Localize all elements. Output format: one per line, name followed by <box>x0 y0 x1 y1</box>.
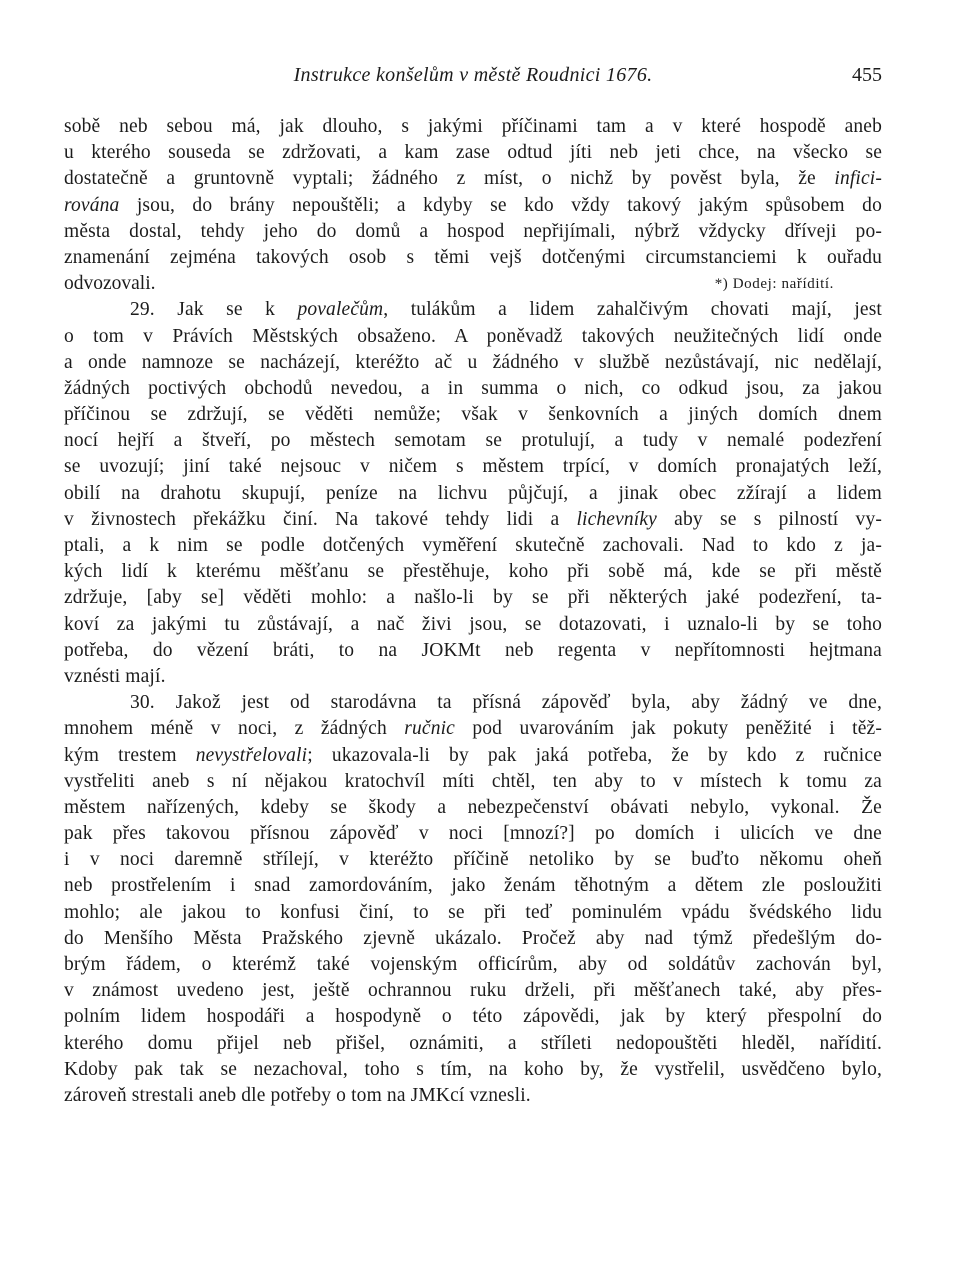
text-run: se uvozují; jiní také nejsouc v ničem s městem trpící, v domích pronajatých leží, <box>64 456 882 478</box>
footnote: *) Dodej: nařídití. <box>714 276 834 293</box>
text-run: 30. Jakož jest od starodávna ta přísná zápověď byla, aby žádný ve dne, <box>130 692 882 714</box>
italic-term: ručnic <box>404 718 455 740</box>
text-line <box>64 926 882 952</box>
text-line <box>64 716 882 742</box>
text-line <box>64 978 882 1004</box>
text-run: příčinou se zdržují, se věděti nemůže; však v šenkovních a jiných domích dnem <box>64 404 882 426</box>
text-line <box>64 297 882 323</box>
text-run: sobě neb sebou má, jak dlouho, s jakými příčinami tam a v které hospodě aneb <box>64 116 882 137</box>
text-line <box>64 585 882 611</box>
text-line <box>64 219 882 245</box>
text-line <box>64 873 882 899</box>
running-title: Instrukce konšelům v městě Roudnici 1676. <box>293 64 653 86</box>
body-text <box>64 114 882 1109</box>
text-run: o tom v Právích Městských obsaženo. A poněvadž takových neužitečných lidí onde <box>64 325 882 347</box>
text-line <box>64 1031 882 1057</box>
text-line <box>64 1083 882 1109</box>
text-run: ; ukazovala-li by pak jaká potřeba, že by kdo z ručnice <box>307 744 882 766</box>
text-line <box>64 507 882 533</box>
text-run: v známost uvedeno jest, ještě ochrannou ruku drželi, při měšťanech také, aby přes- <box>64 980 882 1002</box>
text-run: kých lidí k kterému měšťanu se přestěhuje, koho při sobě má, kde se při městě <box>64 561 882 583</box>
text-run: potřeba, do vězení bráti, to na JOKMt neb regenta v nepřítomnosti hejtmana <box>64 639 882 661</box>
text-run: a onde namnoze se nacházejí, kteréžto ač u žádného v službě nezůstávají, nic nedělají, <box>64 351 882 373</box>
text-line <box>64 690 882 716</box>
text-line <box>64 271 882 297</box>
text-run: ptali, a k nim se podle dotčených vyměření skutečně zachovali. Nad to kdo z ja- <box>64 535 882 556</box>
text-run: polním lidem hospodáři a hospodyně o této zápovědi, jak by který přespolní do <box>64 1006 882 1028</box>
text-line <box>64 612 882 638</box>
text-line <box>64 743 882 769</box>
text-run: mnohem méně v noci, z žádných <box>64 718 405 740</box>
text-run: brým řádem, o kterémž také vojenským officírům, aby od soldátův zachován byl, <box>64 954 882 975</box>
text-run: odvozovali. <box>64 273 156 295</box>
text-run: žádných poctivých obchodů nevedou, a in summa o nich, co odkud jsou, za jakou <box>64 377 882 399</box>
italic-term: nevystřelovali <box>195 744 308 766</box>
text-run: mohlo; ale jakou to konfusi činí, to se při teď pominulém vpádu švédského lidu <box>64 901 882 923</box>
text-line <box>64 481 882 507</box>
text-run: vystřeliti aneb s ní nějakou kratochvíl míti chtěl, ten aby to v místech k tomu za <box>64 770 882 792</box>
text-line <box>64 140 882 166</box>
text-line <box>64 376 882 402</box>
running-header <box>64 64 882 92</box>
text-line <box>64 559 882 585</box>
text-run: do Menšího Města Pražského zjevně ukázalo. Pročež aby nad týmž předešlým do- <box>64 927 882 949</box>
italic-term: lichevníky <box>576 508 657 530</box>
text-run: v živnostech překážku činí. Na takové tehdy lidi a <box>64 508 577 530</box>
text-run: Kdoby pak tak se nezachoval, toho s tím, na koho by, že vystřelil, usvědčeno bylo, <box>64 1058 882 1080</box>
text-line <box>64 166 882 192</box>
text-run: zdržuje, [aby se] věděti mohlo: a našlo-li by se při některých jaké podezření, ta- <box>64 587 882 609</box>
text-line <box>64 638 882 664</box>
text-line <box>64 533 882 559</box>
text-run: kterého domu přijel neb přišel, oznámiti, a stříleti nedopouštěti hleděl, nařídití. <box>64 1032 882 1054</box>
text-run: neb prostřelením i snad zamordováním, jako ženám těhotným a dětem zle posloužiti <box>64 875 882 897</box>
text-run: u kterého souseda se zdržovati, a kam zase odtud jíti neb jeti chce, na všecko se <box>64 142 882 164</box>
text-run: vznésti mají. <box>64 665 166 687</box>
text-line <box>64 114 882 140</box>
text-line <box>64 350 882 376</box>
italic-term: rována <box>64 194 120 216</box>
text-run: znamenání zejména takových osob s těmi vejš dotčenými circumstanciemi k ouřadu <box>64 246 882 268</box>
text-line <box>64 795 882 821</box>
text-run: aby se s pilností vy- <box>656 508 882 530</box>
text-run: města dostal, tehdy jeho do domů a hospod nepřijímali, nýbrž vždycky dříveji po- <box>64 220 882 242</box>
text-run: pod uvarováním jak pokuty peněžité i těž- <box>454 718 882 740</box>
text-line <box>64 821 882 847</box>
text-run: i v noci daremně střílejí, v kteréžto příčině netoliko by se buďto někomu oheň <box>64 849 882 871</box>
text-line <box>64 402 882 428</box>
text-line <box>64 454 882 480</box>
text-line <box>64 847 882 873</box>
text-line <box>64 1004 882 1030</box>
text-run: 29. Jak se k <box>130 299 298 321</box>
text-line <box>64 193 882 219</box>
italic-term: povalečům <box>297 299 384 321</box>
text-line <box>64 664 882 690</box>
text-run: koví za jakými tu zůstávají, a nač živi jsou, se dotazovati, i uznalo-li by se toho <box>64 613 882 635</box>
page-number: 455 <box>852 64 882 86</box>
text-run: , tulákům a lidem zahalčivým chovati mají, jest <box>383 299 883 321</box>
text-line <box>64 900 882 926</box>
text-line <box>64 245 882 271</box>
text-line <box>64 428 882 454</box>
text-run: jsou, do brány nepouštěli; a kdyby se kdo vždy takový jakým spůsobem do <box>119 194 882 216</box>
line-text <box>64 271 156 297</box>
text-line <box>64 952 882 978</box>
text-line <box>64 769 882 795</box>
text-line <box>64 1057 882 1083</box>
text-run: nocí hejří a štveří, po městech semotam se protulují, a tudy v nemalé podezření <box>64 430 882 452</box>
text-run: městem nařízených, kdeby se škody a nebezpečenství obávati nebylo, vykonal. Že <box>64 796 882 818</box>
text-line <box>64 324 882 350</box>
text-run: dostatečně a gruntovně vyptali; žádného z míst, o nichž by pověst byla, že <box>64 168 835 190</box>
text-run: pak přes takovou přísnou zápověď v noci [mnozí?] po domích i ulicích ve dne <box>64 823 882 845</box>
text-run: kým trestem <box>64 744 196 766</box>
text-run: obilí na drahotu skupují, peníze na lichvu půjčují, a jinak obec zžírají a lidem <box>64 482 882 504</box>
text-run: zároveň strestali aneb dle potřeby o tom na JMKcí vznesli. <box>64 1084 531 1106</box>
italic-term: infici- <box>834 168 882 190</box>
